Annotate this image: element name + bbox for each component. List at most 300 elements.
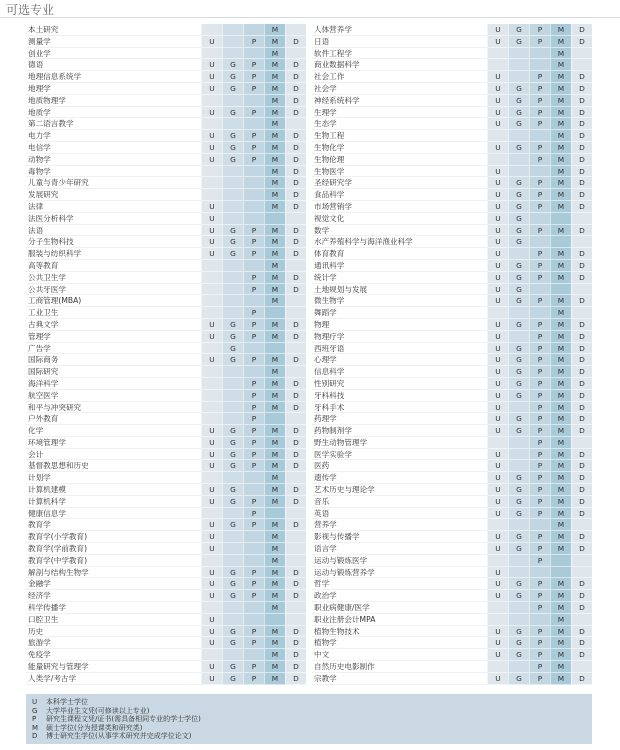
major-row <box>312 166 592 178</box>
major-row <box>26 83 306 95</box>
degree-cell-u: U <box>201 425 222 437</box>
degree-cell-u: U <box>487 390 508 402</box>
degree-cell-g: G <box>222 578 243 590</box>
degree-cell-p <box>243 48 264 60</box>
degree-cell-g: G <box>508 472 529 484</box>
degree-cell-u: U <box>201 496 222 508</box>
degree-cell-g: G <box>508 142 529 154</box>
degree-cell-u: U <box>487 284 508 296</box>
degree-cell-m: M <box>264 36 285 48</box>
major-name: 统计学 <box>312 272 487 284</box>
major-row <box>312 284 592 296</box>
degree-cell-u: U <box>487 36 508 48</box>
degree-cell-d: D <box>285 83 306 95</box>
degree-cell-m: M <box>264 460 285 472</box>
degree-cell-g: G <box>508 637 529 649</box>
degree-cell-p: P <box>243 402 264 414</box>
degree-cell-g <box>222 472 243 484</box>
degree-cell-g <box>222 508 243 520</box>
major-name: 科学传播学 <box>26 602 201 614</box>
major-row <box>26 449 306 461</box>
major-name: 国际研究 <box>26 366 201 378</box>
major-name: 牙科科技 <box>312 390 487 402</box>
degree-cell-m: M <box>550 508 571 520</box>
degree-cell-u: U <box>201 248 222 260</box>
major-name: 医药 <box>312 460 487 472</box>
major-name: 性别研究 <box>312 378 487 390</box>
major-name: 电信学 <box>26 142 201 154</box>
degree-cell-p: P <box>529 225 550 237</box>
degree-cell-d: D <box>285 225 306 237</box>
degree-cell-m: M <box>550 48 571 60</box>
degree-cell-d: D <box>285 378 306 390</box>
degree-cell-u: U <box>487 83 508 95</box>
degree-cell-p: P <box>529 107 550 119</box>
degree-cell-d: D <box>285 95 306 107</box>
major-name: 音乐 <box>312 496 487 508</box>
degree-cell-g <box>222 307 243 319</box>
degree-cell-p <box>529 48 550 60</box>
degree-cell-u: U <box>201 154 222 166</box>
major-row <box>26 331 306 343</box>
major-row <box>312 118 592 130</box>
degree-cell-p: P <box>243 496 264 508</box>
degree-cell-d <box>571 307 592 319</box>
degree-cell-d <box>285 413 306 425</box>
major-name: 测量学 <box>26 36 201 48</box>
major-row <box>26 390 306 402</box>
degree-cell-m: M <box>550 71 571 83</box>
degree-cell-p <box>529 130 550 142</box>
degree-cell-m: M <box>264 590 285 602</box>
degree-cell-p <box>529 284 550 296</box>
degree-cell-u: U <box>487 460 508 472</box>
degree-cell-g: G <box>508 425 529 437</box>
degree-cell-g: G <box>508 201 529 213</box>
major-name: 影视与传播学 <box>312 531 487 543</box>
degree-cell-m: M <box>550 295 571 307</box>
degree-cell-p: P <box>529 472 550 484</box>
major-name: 计算机科学 <box>26 496 201 508</box>
legend-code: P <box>32 715 37 723</box>
major-row <box>26 531 306 543</box>
degree-cell-u: U <box>487 378 508 390</box>
legend-text: 研究生课程文凭/证书(需具备相同专业的学士学位) <box>46 715 201 723</box>
degree-cell-u: U <box>487 24 508 36</box>
degree-cell-u: U <box>201 83 222 95</box>
degree-cell-m: M <box>550 166 571 178</box>
degree-cell-d: D <box>571 319 592 331</box>
degree-cell-g: G <box>508 236 529 248</box>
major-row <box>312 567 592 579</box>
degree-cell-p: P <box>529 508 550 520</box>
degree-cell-m: M <box>264 83 285 95</box>
degree-cell-u: U <box>201 673 222 685</box>
major-name: 地质物理学 <box>26 95 201 107</box>
degree-cell-p <box>529 236 550 248</box>
degree-cell-p <box>243 24 264 36</box>
degree-cell-p: P <box>243 449 264 461</box>
degree-cell-u: U <box>487 295 508 307</box>
degree-cell-m: M <box>264 354 285 366</box>
major-name: 环境管理学 <box>26 437 201 449</box>
degree-cell-g: G <box>508 177 529 189</box>
degree-cell-g <box>222 272 243 284</box>
degree-cell-m: M <box>550 142 571 154</box>
degree-cell-u <box>201 272 222 284</box>
degree-cell-m: M <box>550 272 571 284</box>
degree-cell-p: P <box>529 413 550 425</box>
degree-cell-u <box>201 295 222 307</box>
major-name: 工业卫生 <box>26 307 201 319</box>
major-name: 心理学 <box>312 354 487 366</box>
degree-cell-p: P <box>243 673 264 685</box>
major-row <box>312 36 592 48</box>
degree-cell-m: M <box>264 425 285 437</box>
major-name: 人体营养学 <box>312 24 487 36</box>
degree-cell-g: G <box>222 71 243 83</box>
degree-cell-u: U <box>201 142 222 154</box>
degree-cell-u: U <box>487 166 508 178</box>
degree-cell-g: G <box>222 225 243 237</box>
degree-cell-m: M <box>264 59 285 71</box>
degree-cell-p: P <box>529 189 550 201</box>
degree-cell-p: P <box>529 118 550 130</box>
major-row <box>26 590 306 602</box>
degree-cell-p: P <box>243 225 264 237</box>
major-row <box>26 307 306 319</box>
degree-cell-u: U <box>201 437 222 449</box>
degree-cell-m: M <box>264 673 285 685</box>
degree-cell-d: D <box>571 343 592 355</box>
degree-cell-u: U <box>487 118 508 130</box>
degree-cell-d: D <box>285 626 306 638</box>
degree-cell-d: D <box>285 519 306 531</box>
degree-cell-d: D <box>285 673 306 685</box>
major-row <box>26 602 306 614</box>
major-row <box>312 496 592 508</box>
major-row <box>26 437 306 449</box>
degree-cell-g: G <box>508 626 529 638</box>
degree-cell-u: U <box>487 425 508 437</box>
degree-cell-p: P <box>243 637 264 649</box>
degree-cell-g: G <box>508 107 529 119</box>
degree-cell-g <box>222 166 243 178</box>
degree-cell-m: M <box>550 578 571 590</box>
major-name: 食品科学 <box>312 189 487 201</box>
major-name: 儿童与青少年研究 <box>26 177 201 189</box>
major-row <box>26 284 306 296</box>
major-row <box>26 496 306 508</box>
degree-cell-d: D <box>571 36 592 48</box>
degree-cell-d: D <box>571 118 592 130</box>
major-row <box>312 272 592 284</box>
major-name: 海洋科学 <box>26 378 201 390</box>
major-name: 口腔卫生 <box>26 614 201 626</box>
degree-cell-u: U <box>487 567 508 579</box>
degree-cell-p: P <box>243 425 264 437</box>
degree-cell-d: D <box>285 142 306 154</box>
degree-cell-m: M <box>550 343 571 355</box>
major-name: 电力学 <box>26 130 201 142</box>
degree-cell-g <box>222 543 243 555</box>
degree-cell-m: M <box>264 225 285 237</box>
major-name: 西班牙语 <box>312 343 487 355</box>
major-row <box>312 460 592 472</box>
degree-cell-g: G <box>508 284 529 296</box>
degree-cell-g: G <box>508 36 529 48</box>
major-row <box>26 673 306 685</box>
degree-cell-m: M <box>264 142 285 154</box>
major-row <box>26 413 306 425</box>
major-row <box>312 626 592 638</box>
major-row <box>312 177 592 189</box>
degree-cell-g: G <box>508 343 529 355</box>
degree-cell-g <box>508 567 529 579</box>
major-name: 第二语言教学 <box>26 118 201 130</box>
degree-cell-p <box>243 531 264 543</box>
major-row <box>312 331 592 343</box>
degree-cell-m <box>264 508 285 520</box>
degree-cell-m: M <box>264 449 285 461</box>
major-name: 野生动物管理学 <box>312 437 487 449</box>
major-row <box>312 213 592 225</box>
degree-cell-d <box>571 213 592 225</box>
legend-item <box>32 698 586 707</box>
degree-cell-d: D <box>571 602 592 614</box>
major-row <box>26 460 306 472</box>
degree-cell-u: U <box>201 519 222 531</box>
degree-cell-d: D <box>285 59 306 71</box>
major-name: 古典文学 <box>26 319 201 331</box>
degree-cell-g <box>508 614 529 626</box>
degree-cell-u: U <box>487 225 508 237</box>
degree-cell-u: U <box>487 484 508 496</box>
degree-cell-p <box>243 166 264 178</box>
major-row <box>312 555 592 567</box>
major-name: 发展研究 <box>26 189 201 201</box>
degree-cell-d: D <box>285 130 306 142</box>
degree-cell-u: U <box>201 614 222 626</box>
degree-cell-g: G <box>222 425 243 437</box>
major-row <box>312 519 592 531</box>
legend-text: 大学毕业生文凭(可修读以上专业) <box>46 706 150 715</box>
degree-cell-m: M <box>550 118 571 130</box>
degree-cell-d: D <box>285 189 306 201</box>
degree-cell-g: G <box>508 413 529 425</box>
degree-cell-u <box>201 378 222 390</box>
major-name: 公共牙医学 <box>26 284 201 296</box>
major-name: 通讯科学 <box>312 260 487 272</box>
degree-cell-d <box>285 295 306 307</box>
degree-cell-d: D <box>571 95 592 107</box>
degree-cell-d: D <box>571 378 592 390</box>
degree-cell-p <box>243 295 264 307</box>
degree-cell-p: P <box>529 260 550 272</box>
legend-code: M <box>32 723 39 732</box>
degree-cell-u: U <box>487 71 508 83</box>
degree-cell-u <box>201 118 222 130</box>
major-name: 免疫学 <box>26 649 201 661</box>
major-name: 法医分析科学 <box>26 213 201 225</box>
major-name: 中文 <box>312 649 487 661</box>
degree-cell-u <box>201 166 222 178</box>
major-name: 哲学 <box>312 578 487 590</box>
degree-cell-d <box>285 472 306 484</box>
degree-cell-d: D <box>285 107 306 119</box>
major-name: 户外教育 <box>26 413 201 425</box>
degree-cell-p: P <box>529 83 550 95</box>
degree-cell-p: P <box>529 36 550 48</box>
degree-cell-u <box>487 661 508 673</box>
degree-cell-u: U <box>487 236 508 248</box>
degree-cell-m: M <box>550 201 571 213</box>
major-name: 医学实验学 <box>312 449 487 461</box>
legend-code: G <box>32 706 38 715</box>
degree-cell-m: M <box>264 555 285 567</box>
major-row <box>312 378 592 390</box>
degree-cell-d: D <box>571 272 592 284</box>
degree-cell-u: U <box>487 107 508 119</box>
degree-cell-u: U <box>201 637 222 649</box>
major-row <box>312 24 592 36</box>
degree-cell-g: G <box>508 118 529 130</box>
major-row <box>26 366 306 378</box>
major-name: 营养学 <box>312 519 487 531</box>
degree-cell-d: D <box>571 649 592 661</box>
degree-cell-u: U <box>487 673 508 685</box>
degree-cell-m: M <box>550 472 571 484</box>
degree-cell-g: G <box>222 142 243 154</box>
degree-cell-d: D <box>571 177 592 189</box>
degree-cell-m: M <box>264 496 285 508</box>
degree-cell-m: M <box>264 248 285 260</box>
degree-cell-g: G <box>222 637 243 649</box>
degree-cell-p: P <box>529 543 550 555</box>
degree-cell-u <box>487 519 508 531</box>
major-name: 地理信息系统学 <box>26 71 201 83</box>
degree-cell-m: M <box>264 272 285 284</box>
major-row <box>312 225 592 237</box>
major-name: 生态学 <box>312 118 487 130</box>
degree-cell-g <box>508 154 529 166</box>
degree-cell-p <box>243 201 264 213</box>
degree-cell-p: P <box>529 578 550 590</box>
degree-cell-p: P <box>243 437 264 449</box>
degree-cell-g: G <box>508 319 529 331</box>
degree-cell-p: P <box>529 673 550 685</box>
degree-cell-d: D <box>571 248 592 260</box>
degree-cell-g <box>222 295 243 307</box>
legend-item <box>32 724 586 733</box>
major-row <box>26 319 306 331</box>
degree-cell-g: G <box>508 366 529 378</box>
major-row <box>26 24 306 36</box>
major-row <box>26 130 306 142</box>
major-row <box>312 484 592 496</box>
major-row <box>26 578 306 590</box>
major-row <box>26 225 306 237</box>
degree-cell-d: D <box>285 649 306 661</box>
major-row <box>312 637 592 649</box>
major-row <box>312 71 592 83</box>
major-row <box>312 413 592 425</box>
major-name: 教育学 <box>26 519 201 531</box>
major-name: 植物学 <box>312 637 487 649</box>
degree-cell-g <box>508 48 529 60</box>
degree-cell-p <box>243 484 264 496</box>
degree-cell-u <box>201 95 222 107</box>
degree-cell-u <box>201 472 222 484</box>
degree-cell-u: U <box>201 590 222 602</box>
degree-cell-p: P <box>529 71 550 83</box>
major-row <box>26 425 306 437</box>
degree-cell-p: P <box>243 661 264 673</box>
major-name: 健康信息学 <box>26 508 201 520</box>
degree-cell-m <box>550 284 571 296</box>
degree-cell-m: M <box>550 673 571 685</box>
degree-cell-g <box>508 166 529 178</box>
degree-cell-p: P <box>243 83 264 95</box>
major-name: 本土研究 <box>26 24 201 36</box>
major-name: 分子生物科技 <box>26 236 201 248</box>
degree-cell-d <box>285 366 306 378</box>
major-row <box>312 437 592 449</box>
degree-cell-m: M <box>550 413 571 425</box>
majors-table-left <box>26 24 306 685</box>
major-name: 语言学 <box>312 543 487 555</box>
degree-cell-g <box>508 130 529 142</box>
major-name: 土地规划与发展 <box>312 284 487 296</box>
major-name: 旅游学 <box>26 637 201 649</box>
degree-cell-d: D <box>571 626 592 638</box>
degree-cell-u <box>487 59 508 71</box>
degree-cell-u <box>201 177 222 189</box>
degree-cell-g: G <box>508 531 529 543</box>
degree-cell-g <box>222 36 243 48</box>
major-row <box>26 567 306 579</box>
degree-cell-m: M <box>264 484 285 496</box>
major-name: 人类学/考古学 <box>26 673 201 685</box>
degree-cell-m: M <box>264 543 285 555</box>
degree-cell-p <box>243 177 264 189</box>
degree-cell-p: P <box>243 154 264 166</box>
degree-cell-m: M <box>550 437 571 449</box>
degree-cell-g <box>222 366 243 378</box>
degree-cell-m: M <box>264 531 285 543</box>
degree-cell-g: G <box>508 378 529 390</box>
major-name: 社会工作 <box>312 71 487 83</box>
degree-cell-u: U <box>201 531 222 543</box>
degree-cell-p: P <box>243 519 264 531</box>
degree-cell-p: P <box>529 649 550 661</box>
degree-cell-m: M <box>550 83 571 95</box>
degree-cell-m: M <box>550 390 571 402</box>
degree-cell-g: G <box>508 496 529 508</box>
degree-cell-u: U <box>201 59 222 71</box>
major-name: 国际商务 <box>26 354 201 366</box>
major-row <box>26 213 306 225</box>
degree-cell-p <box>529 519 550 531</box>
degree-cell-u: U <box>487 189 508 201</box>
major-row <box>312 425 592 437</box>
major-name: 水产养殖科学与海洋渔业科学 <box>312 236 487 248</box>
degree-cell-p <box>529 307 550 319</box>
degree-cell-d: D <box>285 449 306 461</box>
degree-cell-p: P <box>529 626 550 638</box>
major-name: 地理学 <box>26 83 201 95</box>
degree-cell-u <box>487 130 508 142</box>
